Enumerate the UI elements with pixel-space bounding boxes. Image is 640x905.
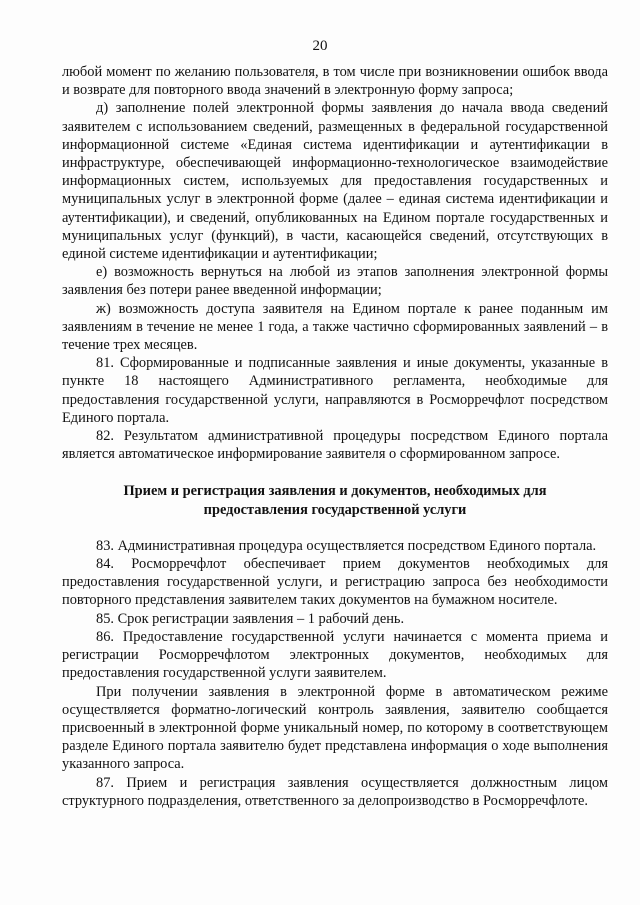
paragraph-81: 81. Сформированные и подписанные заявления и иные документы, указанные в пункте 18 настоящего Административного регламента, необходимые для предоставления государственной услуги, направляются в Росморречфлот посредством Единого портала. — [62, 355, 608, 426]
paragraph-83: 83. Административная процедура осуществляется посредством Единого портала. — [96, 537, 597, 554]
page-number: 20 — [312, 38, 328, 54]
paragraph-85: 85. Срок регистрации заявления – 1 рабочий день. — [96, 610, 405, 627]
paragraph-82: 82. Результатом административной процедуры посредством Единого портала является автоматическое информирование заявителя о сформированном запросе. — [62, 428, 608, 463]
paragraph-86: 86. Предоставление государственной услуги начинается с момента приема и регистрации Росморречфлотом электронных документов, необходимых для предоставления государственной услуги заявителем. — [62, 628, 608, 682]
paragraph-item-d: д) заполнение полей электронной формы заявления до начала ввода сведений заявителем с использованием сведений, размещенных в федеральной государственной информационной системе «Единая система идентификации и аутентификации в инфраструктуре, обеспечивающей информационно-технологическое взаимодействие информационных систем, используемых для предоставления государственных и муниципальных услуг в электронной форме (далее – единая система идентификации и аутентификации), и сведений, опубликованных на Едином портале государственных и муниципальных услуг (функций), в части, касающейся сведений, отсутствующих в единой системе идентификации и аутентификации; — [62, 100, 608, 263]
section-heading: Прием и регистрация заявления и документов, необходимых для предоставления государственной услуги — [123, 483, 547, 518]
paragraph-item-zh: ж) возможность доступа заявителя на Едином портале к ранее поданным им заявлениям в течение не менее 1 года, а также частично сформированных заявлений – в течение трех месяцев. — [62, 300, 608, 354]
paragraph-87: 87. Прием и регистрация заявления осуществляется должностным лицом структурного подразделения, ответственного за делопроизводство в Росморречфлоте. — [62, 774, 608, 809]
paragraph-86-continuation: При получении заявления в электронной форме в автоматическом режиме осуществляется форматно-логический контроль заявления, заявителю сообщается присвоенный в электронной форме уникальный номер, по которому в соответствующем разделе Единого портала заявителю будет представлена информация о ходе выполнения указанного запроса. — [62, 683, 608, 773]
document-body — [62, 63, 608, 810]
paragraph-item-e: е) возможность вернуться на любой из этапов заполнения электронной формы заявления без потери ранее введенной информации; — [62, 264, 608, 299]
paragraph-84: 84. Росморречфлот обеспечивает прием документов необходимых для предоставления государственной услуги, и регистрацию запроса без необходимости повторного представления заявителем таких документов на бумажном носителе. — [62, 556, 608, 609]
paragraph-continuation: любой момент по желанию пользователя, в том числе при возникновении ошибок ввода и возврате для повторного ввода значений в электронную форму запроса; — [62, 64, 608, 99]
